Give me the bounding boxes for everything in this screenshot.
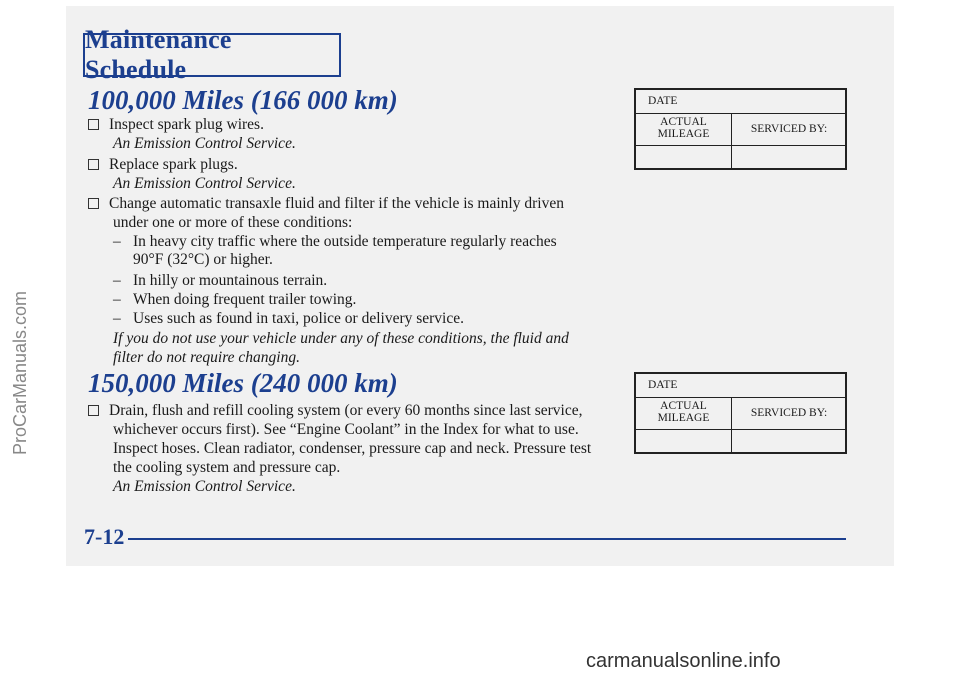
heading-100000-miles: 100,000 Miles (166 000 km) xyxy=(88,85,398,115)
checkbox-icon xyxy=(88,159,99,170)
service-record-box xyxy=(634,88,847,170)
checklist-item: Replace spark plugs. xyxy=(88,155,238,174)
item-text-continued: the cooling system and pressure cap. xyxy=(113,459,341,476)
section-title: Maintenance Schedule xyxy=(85,25,232,84)
checklist-item: Change automatic transaxle fluid and filter if the vehicle is mainly driven xyxy=(88,194,564,213)
item-note: An Emission Control Service. xyxy=(113,175,296,192)
item-note: An Emission Control Service. xyxy=(113,478,296,495)
date-row xyxy=(636,374,845,398)
checklist-item: Drain, flush and refill cooling system (or every 60 months since last service, xyxy=(88,401,583,420)
condition-item: – Uses such as found in taxi, police or delivery service. xyxy=(113,310,465,327)
checkbox-icon xyxy=(88,119,99,130)
item-text-continued: under one or more of these conditions: xyxy=(113,214,353,231)
actual-mileage-label: ACTUAL MILEAGE xyxy=(657,400,710,424)
date-row xyxy=(636,90,845,114)
page-number: 7-12 xyxy=(84,524,125,549)
closing-note: If you do not use your vehicle under any of these conditions, the fluid and xyxy=(113,330,569,347)
condition-item: – In heavy city traffic where the outside temperature regularly reaches xyxy=(113,233,557,250)
condition-item: – In hilly or mountainous terrain. xyxy=(113,272,328,289)
condition-item-continued: 90°F (32°C) or higher. xyxy=(133,251,273,268)
serviced-by-label: SERVICED BY: xyxy=(750,407,828,419)
checkbox-icon xyxy=(88,198,99,209)
heading-150000-miles: 150,000 Miles (240 000 km) xyxy=(88,368,398,398)
item-text-continued: whichever occurs first). See “Engine Coolant” in the Index for what to use. xyxy=(113,421,579,438)
serviced-by-label: SERVICED BY: xyxy=(750,123,828,135)
condition-item: – When doing frequent trailer towing. xyxy=(113,291,357,308)
checkbox-icon xyxy=(88,405,99,416)
footer-rule xyxy=(128,538,846,540)
watermark-bottom-link[interactable]: carmanualsonline.info xyxy=(586,650,781,672)
closing-note-continued: filter do not require changing. xyxy=(113,349,300,366)
item-text-continued: Inspect hoses. Clean radiator, condenser, pressure cap and neck. Pressure test xyxy=(113,440,592,457)
actual-mileage-label: ACTUAL MILEAGE xyxy=(657,116,710,140)
section-title-box xyxy=(83,25,341,84)
service-record-box xyxy=(634,372,847,454)
date-label: DATE xyxy=(648,379,678,391)
item-note: An Emission Control Service. xyxy=(113,135,296,152)
date-label: DATE xyxy=(648,95,678,107)
watermark-left: ProCarManuals.com xyxy=(10,290,30,455)
checklist-item: Inspect spark plug wires. xyxy=(88,115,264,134)
